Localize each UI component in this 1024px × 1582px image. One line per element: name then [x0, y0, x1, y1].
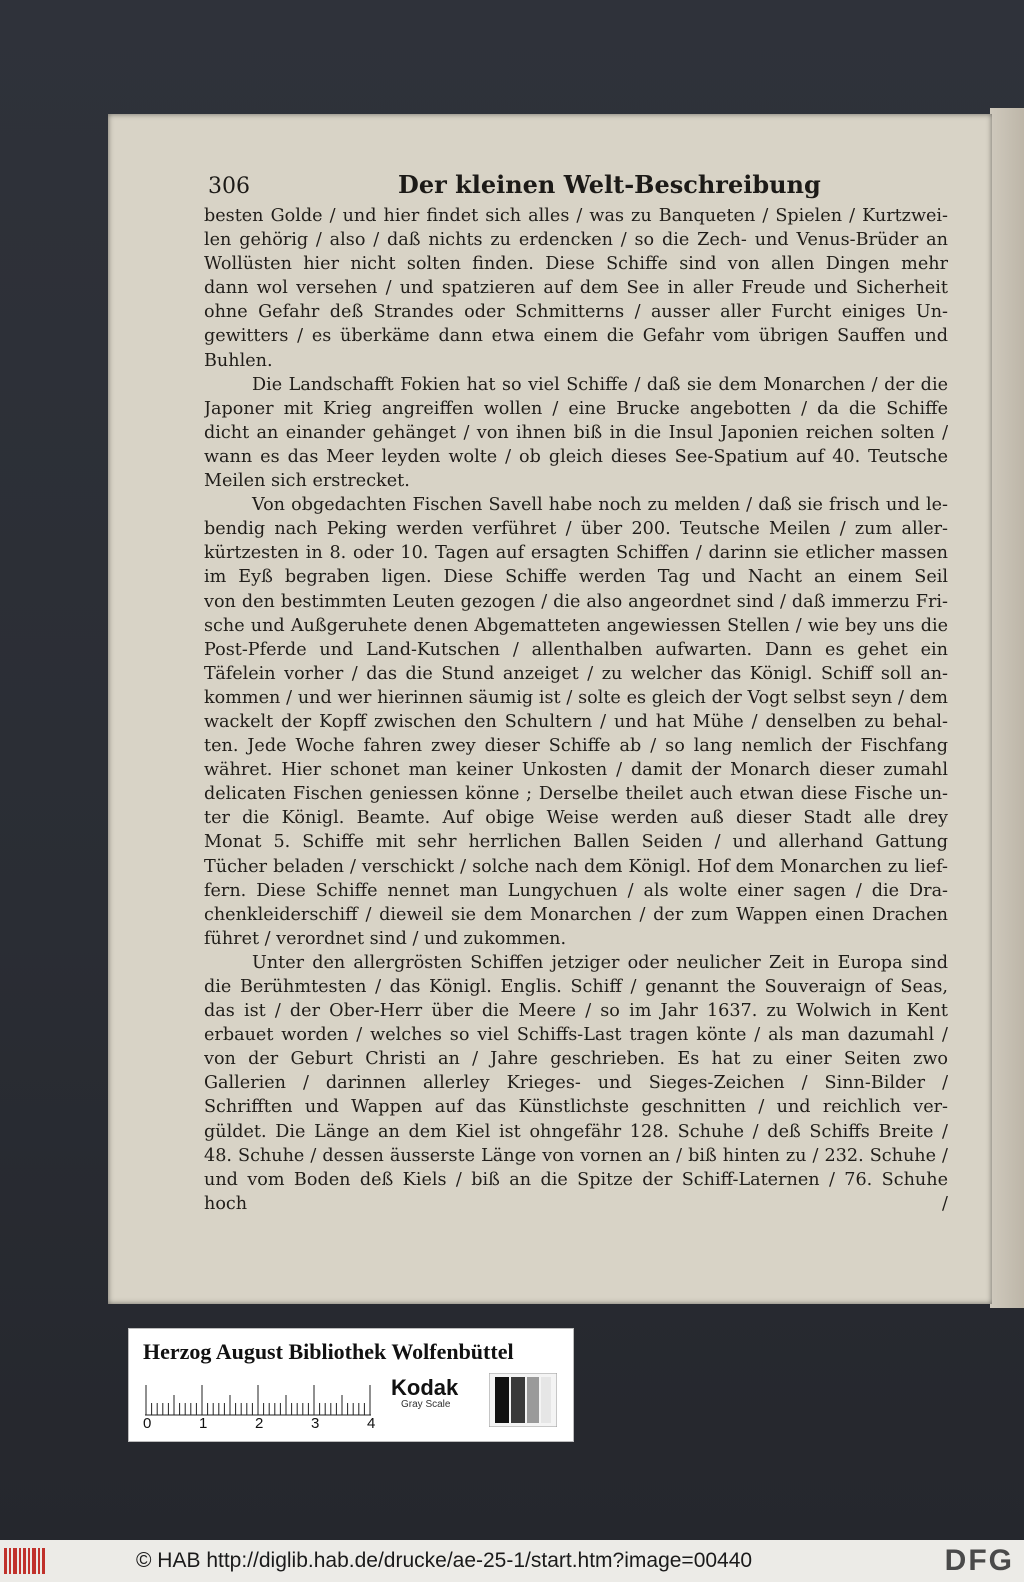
scale-number: 4 [367, 1415, 376, 1432]
text-line: Post-Pferde und Land-Kutschen / allenthalben aufwarten. Dann es gehet ein [204, 639, 948, 660]
text-line: dann wol versehen / und spatzieren auf dem See in aller Freude und Sicherheit [204, 278, 948, 299]
text-line: fern. Diese Schiffe nennet man Lungychuen / als wolte einer sagen / die Dra- [204, 880, 948, 901]
book-page [108, 114, 992, 1304]
scale-number: 0 [143, 1415, 152, 1432]
text-line: Die Landschafft Fokien hat so viel Schiffe / daß sie dem Monarchen / der die [252, 374, 948, 395]
text-line: len gehörig / also / daß nichts zu erdencken / so die Zech- und Venus-Brüder an [204, 230, 948, 251]
gray-scale-label: Gray Scale [401, 1399, 451, 1410]
text-line: währet. Hier schonet man keiner Unkosten / damit der Monarch dieser zumahl [204, 760, 948, 781]
text-line: Schrifften und Wappen auf das Künstlichste geschnitten / und reichlich ver- [204, 1097, 948, 1118]
text-line: ter die Königl. Beamte. Auf obige Weise werden auß dieser Stadt alle drey [204, 808, 948, 829]
text-line: gewitters / es überkäme dann etwa einem die Gefahr vom übrigen Sauffen und [204, 326, 948, 347]
text-line: im Eyß begraben ligen. Diese Schiffe werden Tag und Nacht an einem Seil [204, 567, 948, 588]
color-calibration-card [128, 1328, 574, 1442]
text-line: von den bestimmten Leuten gezogen / die also angeordnet sind / daß immerzu Fri- [204, 591, 948, 612]
copyright-credit: © HAB http://diglib.hab.de/drucke/ae-25-1/start.htm?image=00440 [136, 1549, 753, 1572]
scale-number: 1 [199, 1415, 208, 1432]
text-line: die Berühmtesten / das Königl. Englis. Schiff / genannt the Souveraign of Seas, [204, 977, 948, 997]
text-line: Von obgedachten Fischen Savell habe noch zu melden / daß sie frisch und le- [252, 495, 948, 516]
text-line: erbauet worden / welches so viel Schiffs-Last tragen könte / als man dazumahl / [204, 1025, 948, 1046]
text-line: güldet. Die Länge an dem Kiel ist ohngefähr 128. Schuhe / deß Schiffs Breite / [204, 1121, 948, 1142]
text-line: Wollüsten hier nicht solten finden. Diese Schiffe sind von allen Dingen mehr [204, 254, 948, 275]
text-line: Tücher beladen / verschickt / solche nach dem Königl. Hof dem Monarchen zu lief- [204, 856, 948, 877]
text-line: und vom Boden deß Kiels / biß an die Spitze der Schiff-Laternen / 76. Schuhe [204, 1169, 948, 1190]
gray-patches-icon [489, 1373, 557, 1427]
text-line: ohne Gefahr deß Strandes oder Schmitterns / ausser aller Furcht einiges Un- [204, 302, 948, 323]
text-line: besten Golde / und hier findet sich alles / was zu Banqueten / Spielen / Kurtzwei- [204, 206, 948, 226]
text-line: kürtzesten in 8. oder 10. Tagen auf ersagten Schiffen / darinn sie etlicher massen [204, 543, 948, 564]
text-line: sche und Außgeruhete denen Abgematteten angewiessen Stellen / wie bey uns die [204, 615, 948, 636]
ruler-scale-icon [145, 1377, 373, 1417]
kodak-brand: Kodak [391, 1375, 459, 1400]
page-number: 306 [208, 174, 250, 199]
text-line: Monat 5. Schiffe mit sehr herrlichen Ballen Seiden / und allerhand Gattung [204, 832, 948, 853]
text-line: bendig nach Peking werden verführet / über 200. Teutsche Meilen / zum aller- [204, 519, 948, 540]
text-line: Buhlen. [204, 350, 273, 371]
body-text [204, 204, 948, 1216]
running-head: Der kleinen Welt-Beschreibung [398, 170, 821, 199]
text-line: wann es das Meer leyden wolte / ob gleich dieses See-Spatium auf 40. Teutsche [204, 446, 948, 467]
dfg-logo: DFG [944, 1544, 1014, 1577]
text-line: von der Geburt Christi an / Jahre geschrieben. Es hat zu einer Seiten zwo [204, 1049, 948, 1070]
text-line: das ist / der Ober-Herr über die Meere / so im Jahr 1637. zu Wolwich in Kent [204, 1001, 948, 1022]
text-line: Japoner mit Krieg angreiffen wollen / eine Brucke angebotten / da die Schiffe [204, 398, 948, 419]
text-line: dicht an einander gehänget / von ihnen biß in die Insul Japonien reichen solten / [204, 422, 948, 443]
text-line: 48. Schuhe / dessen äusserste Länge von vornen an / biß hinten zu / 232. Schuhe / [204, 1145, 948, 1166]
text-line: kommen / und wer hierinnen säumig ist / solte es gleich der Vogt selbst seyn / dem [204, 687, 948, 708]
text-line: führet / verordnet sind / und zukommen. [204, 928, 567, 949]
text-line: Täfelein vorher / das die Stund anzeiget / zu welcher das Königl. Schiff soll an- [204, 663, 948, 684]
library-name: Herzog August Bibliothek Wolfenbüttel [143, 1339, 514, 1364]
scale-numbers [141, 1415, 381, 1435]
text-line: wackelt der Kopff zwischen den Schultern / und hat Mühe / denselben zu behal- [204, 711, 948, 732]
text-line: hoch / [204, 1193, 948, 1214]
footer-bar [0, 1540, 1024, 1582]
text-line: Gallerien / darinnen allerley Krieges- und Sieges-Zeichen / Sinn-Bilder / [204, 1073, 948, 1094]
text-line: Unter den allergrösten Schiffen jetziger oder neulicher Zeit in Europa sind [252, 952, 948, 973]
hab-barcode-logo-icon [4, 1548, 48, 1574]
scale-number: 2 [255, 1415, 264, 1432]
adjacent-page-edge [990, 108, 1024, 1308]
text-line: delicaten Fischen geniessen könne ; Derselbe theilet auch etwan diese Fische un- [204, 784, 948, 805]
scale-number: 3 [311, 1415, 320, 1432]
text-line: chenkleiderschiff / dieweil sie dem Monarchen / der zum Wappen einen Drachen [204, 904, 948, 925]
text-line: Meilen sich erstrecket. [204, 471, 410, 492]
text-line: ten. Jede Woche fahren zwey dieser Schiffe ab / so lang nemlich der Fischfang [204, 736, 948, 757]
